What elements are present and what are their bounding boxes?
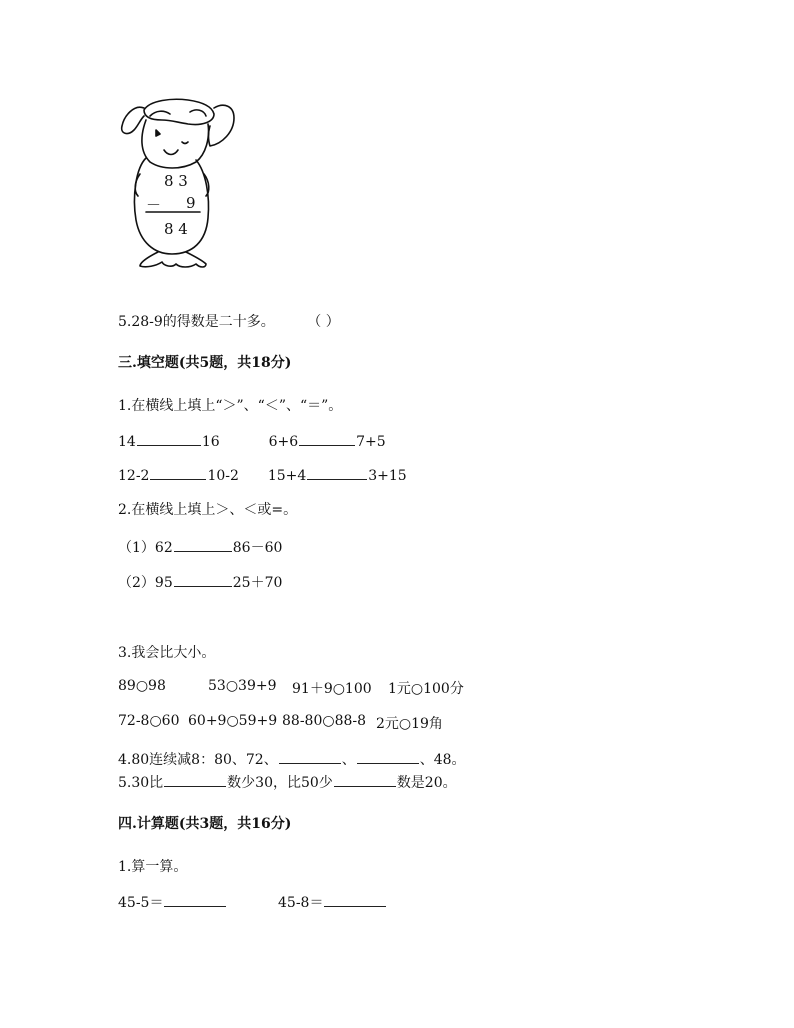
answer-blank[interactable]	[307, 465, 367, 480]
compare-item: 88-80○88-8	[282, 713, 367, 729]
compare-item: 72-8○60	[118, 713, 180, 729]
answer-blank[interactable]	[299, 431, 355, 446]
figure-minuend: 8 3	[164, 172, 188, 190]
answer-blank[interactable]	[150, 465, 206, 480]
compare-left: 62	[154, 540, 173, 556]
answer-paren[interactable]: （ ）	[307, 314, 340, 330]
answer-blank[interactable]	[324, 892, 386, 907]
q3-5-text: 5.30比	[118, 775, 164, 791]
q3-2-item-1	[118, 537, 282, 557]
answer-blank[interactable]	[334, 772, 396, 787]
compare-left: 6+6	[268, 434, 299, 450]
section-4-title: 四.计算题(共3题，共16分)	[118, 816, 292, 832]
q3-5	[118, 772, 457, 792]
compare-item: 89○98	[118, 678, 166, 694]
answer-blank[interactable]	[174, 537, 232, 552]
compare-item: 53○39+9	[208, 678, 277, 694]
question-5-text: 5.28-9的得数是二十多。	[118, 314, 275, 330]
compare-right: 10-2	[207, 468, 239, 484]
q4-1-item-2	[278, 892, 387, 912]
q3-5-text: 数少30，比50少	[227, 775, 333, 791]
answer-blank[interactable]	[279, 749, 341, 764]
q3-2-prompt: 2.在横线上填上＞、＜或=。	[118, 502, 298, 518]
compare-right: 86－60	[232, 540, 283, 556]
compare-right: 25＋70	[232, 575, 283, 591]
q3-4-sep: 、	[341, 752, 356, 768]
q3-1-row2	[118, 465, 407, 484]
puppy-illustration	[110, 96, 240, 276]
q3-1-prompt: 1.在横线上填上“＞”、“＜”、“＝”。	[118, 398, 343, 414]
compare-item: 1元○100分	[388, 681, 464, 697]
q3-1-row1	[118, 431, 386, 450]
compare-item: 60+9○59+9	[188, 713, 278, 729]
answer-blank[interactable]	[164, 892, 226, 907]
section-3-title: 三.填空题(共5题，共18分)	[118, 355, 292, 371]
compare-item: 2元○19角	[376, 716, 443, 732]
compare-left: 12-2	[118, 468, 150, 484]
answer-blank[interactable]	[164, 772, 226, 787]
q3-4-text: 4.80连续减8：80、72、	[118, 752, 278, 768]
answer-blank[interactable]	[137, 431, 201, 446]
item-number: （1）	[118, 540, 155, 556]
answer-blank[interactable]	[174, 572, 232, 587]
item-number: （2）	[118, 575, 155, 591]
figure-subtrahend: 9	[186, 194, 196, 212]
compare-left: 14	[118, 434, 136, 450]
compare-right: 3+15	[368, 468, 407, 484]
q3-4	[118, 749, 466, 769]
question-5	[118, 311, 340, 331]
q4-1-item-1	[118, 892, 227, 912]
calc-expression: 45-8＝	[278, 895, 324, 911]
compare-left: 15+4	[267, 468, 307, 484]
q3-5-text: 数是20。	[396, 775, 457, 791]
figure-minus-sign: －	[146, 196, 162, 214]
compare-right: 7+5	[356, 434, 386, 450]
q4-1-prompt: 1.算一算。	[118, 859, 188, 875]
q3-3-prompt: 3.我会比大小。	[118, 645, 216, 661]
compare-right: 16	[201, 434, 220, 450]
q3-2-item-2	[118, 572, 282, 592]
q3-4-end: 、48。	[419, 752, 466, 768]
calc-expression: 45-5＝	[118, 895, 164, 911]
answer-blank[interactable]	[357, 749, 419, 764]
compare-left: 95	[154, 575, 173, 591]
compare-item: 91＋9○100	[292, 681, 372, 697]
figure-result: 8 4	[164, 220, 188, 238]
